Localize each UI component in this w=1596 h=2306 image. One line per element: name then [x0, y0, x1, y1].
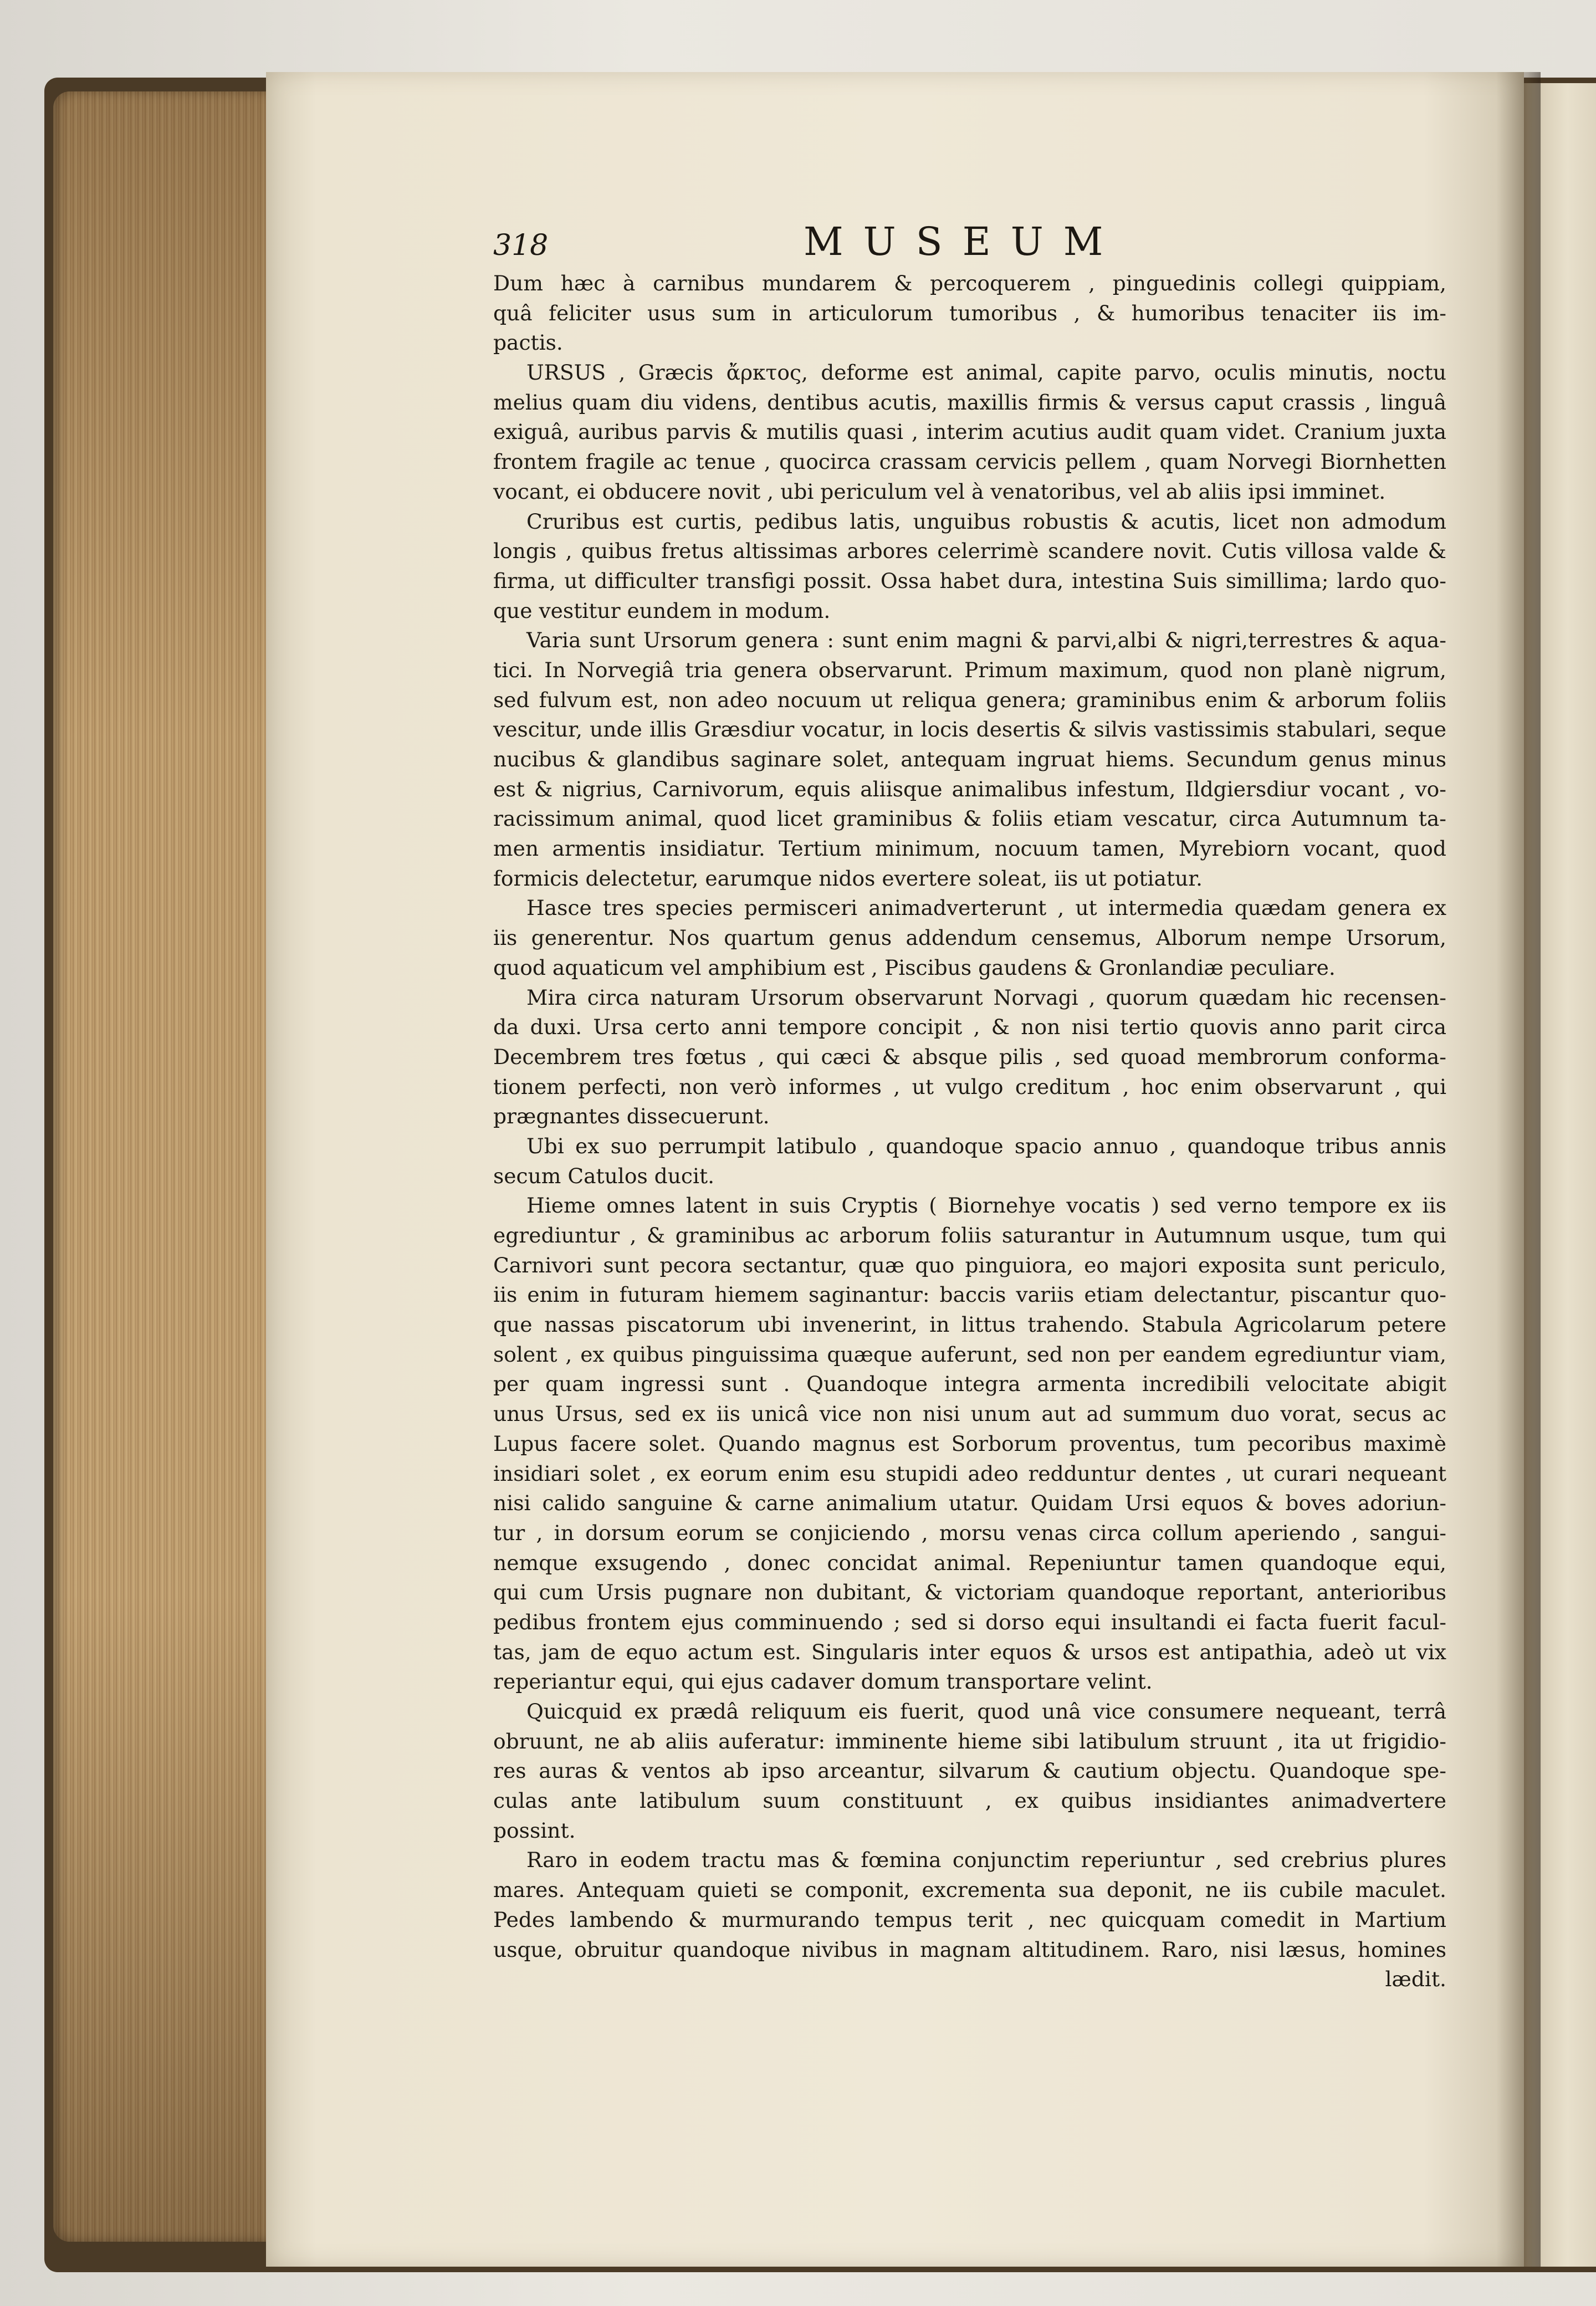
- text-line: nisi calido sanguine & carne animalium utatur. Quidam Ursi equos & boves adoriun-: [493, 1491, 1446, 1516]
- text-line: tur , in dorsum eorum se conjiciendo , morsu venas circa collum aperiendo , sangui-: [493, 1520, 1446, 1545]
- text-line: frontem fragile ac tenue , quocirca crassam cervicis pellem , quam Norvegi Biornhetten: [493, 449, 1446, 474]
- text-line: formicis delectetur, earumque nidos evertere soleat, iis ut potiatur.: [493, 866, 1203, 891]
- text-line: nucibus & glandibus saginare solet, antequam ingruat hiems. Secundum genus minus: [493, 747, 1446, 771]
- text-line: que vestitur eundem in modum.: [493, 598, 831, 623]
- text-line: pedibus frontem ejus comminuendo ; sed si dorso equi insultandi ei facta fuerit facul-: [493, 1609, 1446, 1634]
- text-line: insidiari solet , ex eorum enim esu stupidi adeo redduntur dentes , ut curari nequeant: [493, 1461, 1446, 1486]
- text-line: per quam ingressi sunt . Quandoque integra armenta incredibili velocitate abigit: [493, 1372, 1446, 1397]
- text-line: mares. Antequam quieti se componit, excrementa sua deponit, ne iis cubile maculet.: [493, 1878, 1446, 1903]
- text-line: vocant, ei obducere novit , ubi periculum vel à venatoribus, vel ab aliis ipsi imminet.: [493, 479, 1386, 504]
- text-line: prægnantes dissecuerunt.: [493, 1104, 770, 1129]
- running-title: MUSEUM: [804, 219, 1123, 264]
- text-line: Hasce tres species permisceri animadverterunt , ut intermedia quædam genera ex: [526, 896, 1446, 921]
- text-line: tionem perfecti, non verò informes , ut vulgo creditum , hoc enim observarunt , qui: [493, 1074, 1446, 1099]
- text-line: res auras & ventos ab ipso arceantur, silvarum & cautium objectu. Quandoque spe-: [493, 1758, 1446, 1783]
- text-line: tici. In Norvegiâ tria genera observarunt. Primum maximum, quod non planè nigrum,: [493, 657, 1446, 682]
- text-line: culas ante latibulum suum constituunt , ex quibus insidiantes animadvertere: [493, 1788, 1446, 1813]
- text-line: exiguâ, auribus parvis & mutilis quasi , interim acutius audit quam videt. Cranium juxta: [493, 420, 1446, 444]
- text-line: Pedes lambendo & murmurando tempus terit , nec quicquam comedit in Martium: [493, 1907, 1446, 1932]
- text-line: usque, obruitur quandoque nivibus in magnam altitudinem. Raro, nisi læsus, homines: [493, 1937, 1446, 1962]
- text-line: quod aquaticum vel amphibium est , Piscibus gaudens & Gronlandiæ peculiare.: [493, 955, 1336, 980]
- text-line: tas, jam de equo actum est. Singularis inter equos & ursos est antipathia, adeò ut vix: [493, 1639, 1446, 1664]
- text-line: Cruribus est curtis, pedibus latis, unguibus robustis & acutis, licet non admodum: [526, 509, 1446, 534]
- text-line: Carnivori sunt pecora sectantur, quæ quo pinguiora, eo majori exposita sunt periculo,: [493, 1252, 1446, 1277]
- text-line: men armentis insidiatur. Tertium minimum, nocuum tamen, Myrebiorn vocant, quod: [493, 836, 1446, 861]
- text-line: Ubi ex suo perrumpit latibulo , quandoque spacio annuo , quandoque tribus annis: [526, 1133, 1446, 1158]
- text-line: Quicquid ex prædâ reliquum eis fuerit, quod unâ vice consumere nequeant, terrâ: [526, 1699, 1446, 1724]
- text-line: vescitur, unde illis Græsdiur vocatur, in locis desertis & silvis vastissimis stabulari, seque: [493, 717, 1446, 742]
- text-line: sed fulvum est, non adeo nocuum ut reliqua genera; graminibus enim & arborum foliis: [493, 687, 1446, 712]
- text-line: firma, ut difficulter transfigi possit. Ossa habet dura, intestina Suis simillima; lardo quo-: [493, 568, 1446, 593]
- text-line: Dum hæc à carnibus mundarem & percoquerem , pinguedinis collegi quippiam,: [493, 271, 1446, 295]
- text-line: Decembrem tres fœtus , qui cæci & absque pilis , sed quoad membrorum conforma-: [493, 1044, 1446, 1069]
- text-line: nemque exsugendo , donec concidat animal. Repeniuntur tamen quandoque equi,: [493, 1550, 1446, 1575]
- text-line: Lupus facere solet. Quando magnus est Sorborum proventus, tum pecoribus maximè: [493, 1431, 1446, 1456]
- text-line: secum Catulos ducit.: [493, 1163, 715, 1188]
- page-number: 318: [493, 229, 549, 262]
- text-line: racissimum animal, quod licet graminibus & foliis etiam vescatur, circa Autumnum ta-: [493, 806, 1446, 831]
- text-line: melius quam diu videns, dentibus acutis, maxillis firmis & versus caput crassis , linguâ: [493, 390, 1446, 415]
- page-block-shading: [53, 91, 275, 2242]
- text-line: est & nigrius, Carnivorum, equis aliisque animalibus infestum, Ildgiersdiur vocant , vo-: [493, 776, 1446, 801]
- text-line: iis enim in futuram hiemem saginantur: baccis variis etiam delectantur, piscantur quo-: [493, 1282, 1446, 1307]
- catchword: lædit.: [1385, 1967, 1446, 1992]
- text-line: solent , ex quibus pinguissima quæque auferunt, sed non per eandem egrediuntur viam,: [493, 1342, 1446, 1367]
- text-line: quâ feliciter usus sum in articulorum tumoribus , & humoribus tenaciter iis im-: [493, 300, 1446, 325]
- text-line: Hieme omnes latent in suis Cryptis ( Biornehye vocatis ) sed verno tempore ex iis: [526, 1193, 1446, 1218]
- gutter-shadow: [1496, 72, 1541, 2267]
- page-header: [493, 219, 1463, 269]
- text-line: Varia sunt Ursorum genera : sunt enim magni & parvi,albi & nigri,terrestres & aqua-: [526, 628, 1446, 653]
- text-line: URSUS , Græcis ἄρκτος, deforme est animal, capite parvo, oculis minutis, noctu: [526, 360, 1446, 385]
- text-line: que nassas piscatorum ubi invenerint, in littus trahendo. Stabula Agricolarum petere: [493, 1312, 1446, 1337]
- text-line: iis generentur. Nos quartum genus addendum censemus, Alborum nempe Ursorum,: [493, 926, 1446, 950]
- text-line: unus Ursus, sed ex iis unicâ vice non nisi unum aut ad summum duo vorat, secus ac: [493, 1402, 1446, 1426]
- text-line: da duxi. Ursa certo anni tempore concipit , & non nisi tertio quovis anno parit circa: [493, 1015, 1446, 1040]
- text-line: qui cum Ursis pugnare non dubitant, & victoriam quandoque reportant, anterioribus: [493, 1580, 1446, 1605]
- text-line: possint.: [493, 1818, 576, 1843]
- text-line: reperiantur equi, qui ejus cadaver domum transportare velint.: [493, 1669, 1153, 1694]
- text-line: obruunt, ne ab aliis auferatur: imminente hieme sibi latibulum struunt , ita ut frigidio-: [493, 1729, 1446, 1753]
- text-line: egrediuntur , & graminibus ac arborum foliis saturantur in Autumnum usque, tum qui: [493, 1223, 1446, 1247]
- body-text: [493, 269, 1446, 1995]
- text-line: Raro in eodem tractu mas & fœmina conjunctim reperiuntur , sed crebrius plures: [526, 1848, 1446, 1873]
- text-line: longis , quibus fretus altissimas arbores celerrimè scandere novit. Cutis villosa valde &: [493, 539, 1446, 564]
- text-line: Mira circa naturam Ursorum observarunt Norvagi , quorum quædam hic recensen-: [526, 985, 1446, 1010]
- text-line: pactis.: [493, 330, 563, 355]
